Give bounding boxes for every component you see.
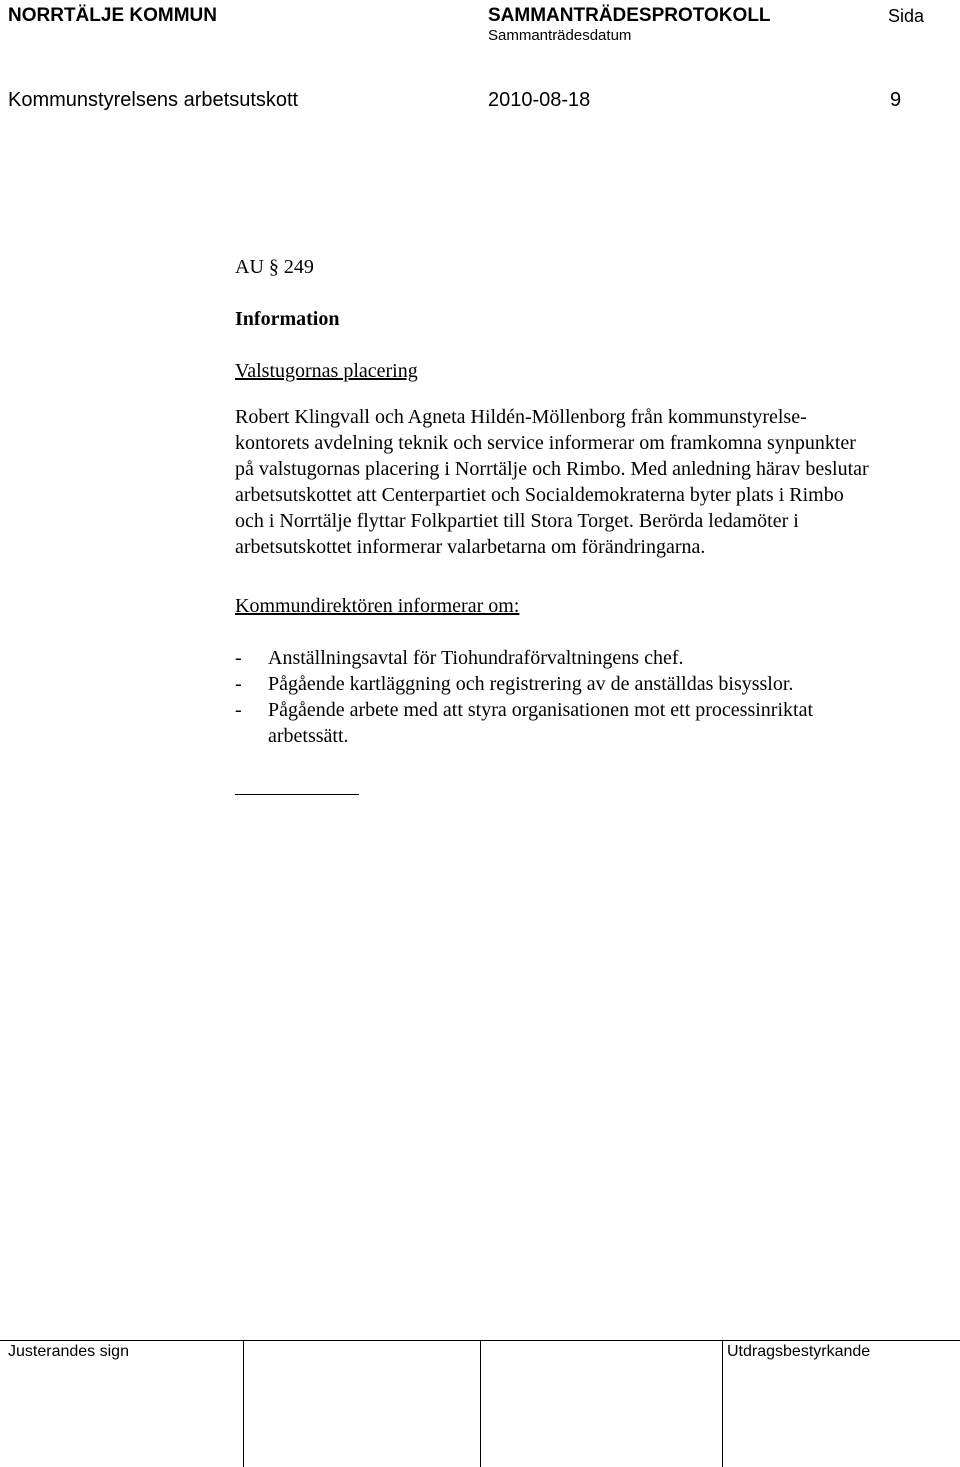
list-item [235, 645, 813, 671]
list-item [235, 671, 813, 697]
dash-bullet: - [235, 699, 242, 721]
meeting-date: 2010-08-18 [488, 89, 591, 111]
sign-box-divider [722, 1340, 723, 1467]
section-subheading: Valstugornas placering [235, 360, 418, 382]
list-item-text: arbetssätt. [268, 725, 349, 747]
info-list [235, 645, 813, 749]
section-number: AU § 249 [235, 256, 314, 278]
extract-certification-label: Utdragsbestyrkande [727, 1343, 871, 1360]
paragraph-line: arbetsutskottet informerar valarbetarna om förändringarna. [235, 536, 706, 558]
signature-label: Justerandes sign [8, 1343, 129, 1360]
paragraph-line: och i Norrtälje flyttar Folkpartiet till Stora Torget. Berörda ledamöter i [235, 510, 799, 532]
paragraph-line: kontorets avdelning teknik och service informerar om framkomna synpunkter [235, 432, 856, 454]
paragraph-line: Robert Klingvall och Agneta Hildén-Möllenborg från kommunstyrelse- [235, 406, 807, 428]
paragraph-line: arbetsutskottet att Centerpartiet och Socialdemokraterna byter plats i Rimbo [235, 484, 844, 506]
dash-bullet: - [235, 647, 242, 669]
date-label: Sammanträdesdatum [488, 27, 632, 44]
list-item-text: Anställningsavtal för Tiohundraförvaltningens chef. [268, 647, 684, 669]
paragraph-line: på valstugornas placering i Norrtälje och Rimbo. Med anledning härav beslutar [235, 458, 869, 480]
page-label: Sida [888, 6, 925, 26]
document-type: SAMMANTRÄDESPROTOKOLL [488, 5, 771, 26]
list-item [235, 697, 813, 749]
paragraph [235, 404, 953, 560]
section-heading: Information [235, 308, 340, 330]
list-heading: Kommundirektören informerar om: [235, 595, 520, 617]
section-end-rule [235, 794, 359, 795]
sign-box-divider [243, 1340, 244, 1467]
dash-bullet: - [235, 673, 242, 695]
org-name: NORRTÄLJE KOMMUN [8, 5, 217, 26]
page-number: 9 [890, 89, 902, 111]
sign-box-divider [480, 1340, 481, 1467]
list-item-text: Pågående arbete med att styra organisationen mot ett processinriktat [268, 699, 814, 721]
committee-name: Kommunstyrelsens arbetsutskott [8, 89, 299, 111]
list-item-text: Pågående kartläggning och registrering av de anställdas bisysslor. [268, 673, 794, 695]
